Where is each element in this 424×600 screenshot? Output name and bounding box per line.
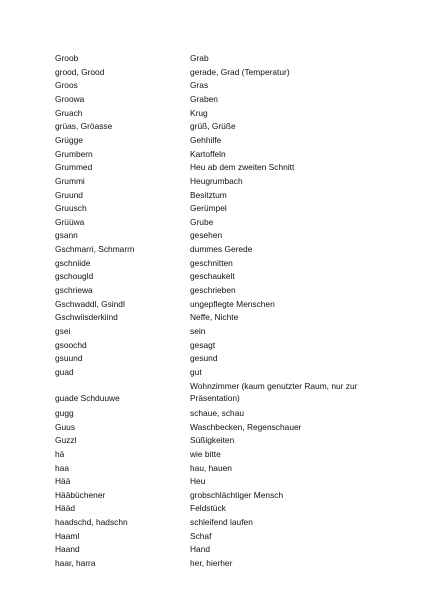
standard-german-meaning [190, 435, 385, 448]
standard-german-meaning [190, 258, 385, 271]
dialect-term: grood, Grood [55, 66, 105, 77]
meaning-line: Heu ab dem zweiten Schnitt [190, 162, 295, 173]
meaning-line: Süßigkeiten [190, 435, 235, 446]
meaning-line: grobschlächtiger Mensch [190, 489, 284, 500]
standard-german-meaning [190, 517, 385, 530]
meaning-line: gesehen [190, 230, 223, 241]
standard-german-meaning [190, 422, 385, 435]
dialect-term: Gschmarri, Schmarrn [55, 244, 135, 255]
dialect-term: Groowa [55, 93, 85, 104]
dialect-term: Guzzl [55, 435, 77, 446]
dialect-term: Hää [55, 476, 71, 487]
dialect-term: Gruusch [55, 203, 87, 214]
dialect-term: guade Schduuwe [55, 393, 120, 404]
dialect-term: Gschwaddl, Gsindl [55, 298, 125, 309]
dialect-term: gsei [55, 326, 71, 336]
meaning-line: Gehhilfe [190, 134, 222, 145]
dialect-term: hä [55, 448, 65, 459]
meaning-line: Schaf [190, 530, 212, 541]
meaning-line: Krug [190, 107, 208, 118]
standard-german-meaning [190, 381, 385, 406]
dialect-term: Hääbüchener [55, 489, 106, 500]
dialect-term: haa [55, 462, 69, 473]
dialect-term: Gschwiisderkiind [55, 312, 118, 323]
meaning-line: hau, hauen [190, 462, 232, 473]
dialect-term: gschriewa [55, 285, 93, 296]
dialect-term: haar, harra [55, 558, 96, 569]
meaning-line: Waschbecken, Regenschauer [190, 421, 302, 432]
standard-german-meaning [190, 367, 385, 380]
standard-german-meaning [190, 135, 385, 148]
dialect-term: Grügge [55, 134, 83, 145]
dialect-term: Grummed [55, 162, 93, 173]
standard-german-meaning [190, 531, 385, 544]
standard-german-meaning [190, 80, 385, 93]
dialect-term: haadschd, hadschn [55, 517, 128, 528]
standard-german-meaning [190, 230, 385, 243]
standard-german-meaning [190, 217, 385, 230]
dialect-term: gsoochd [55, 339, 87, 350]
standard-german-meaning [190, 353, 385, 366]
meaning-line: grüß, Grüße [190, 121, 236, 132]
standard-german-meaning [190, 244, 385, 257]
meaning-line: sein [190, 326, 206, 336]
meaning-line: geschrieben [190, 285, 236, 296]
meaning-line: Neffe, Nichte [190, 312, 239, 323]
standard-german-meaning [190, 53, 385, 66]
meaning-line: schaue, schau [190, 407, 245, 418]
standard-german-meaning [190, 544, 385, 557]
meaning-line: gut [190, 366, 202, 377]
meaning-line: schleifend laufen [190, 517, 253, 528]
dialect-term: Haaml [55, 530, 80, 541]
dialect-term: Grumbern [55, 148, 93, 159]
standard-german-meaning [190, 271, 385, 284]
standard-german-meaning [190, 312, 385, 325]
meaning-line: Heu [190, 476, 206, 487]
dialect-term: Gruach [55, 107, 83, 118]
dialect-term: grüas, Gröasse [55, 121, 113, 132]
meaning-line: Graben [190, 93, 218, 104]
meaning-line: Wohnzimmer (kaum genutzter Raum, nur zur [190, 380, 358, 391]
dialect-term: Groob [55, 53, 79, 63]
dialect-term: gschniide [55, 257, 91, 268]
standard-german-meaning [190, 176, 385, 189]
standard-german-meaning [190, 94, 385, 107]
standard-german-meaning [190, 340, 385, 353]
meaning-line: her, hierher [190, 558, 233, 569]
standard-german-meaning [190, 449, 385, 462]
dialect-term: Gruund [55, 189, 83, 200]
standard-german-meaning [190, 476, 385, 489]
standard-german-meaning [190, 162, 385, 175]
meaning-line: geschaukelt [190, 271, 235, 282]
standard-german-meaning [190, 203, 385, 216]
dialect-term: Groos [55, 80, 78, 91]
meaning-line: wie bitte [190, 448, 221, 459]
dialect-term: gsuund [55, 353, 83, 364]
meaning-line: Präsentation) [190, 393, 240, 404]
meaning-line: Grube [190, 216, 214, 227]
standard-german-meaning [190, 149, 385, 162]
dialect-term: gschougld [55, 271, 94, 282]
meaning-line: Besitztum [190, 189, 227, 200]
standard-german-meaning [190, 190, 385, 203]
dialect-term: Haand [55, 544, 80, 555]
dialect-term: gsann [55, 230, 78, 241]
meaning-line: dummes Gerede [190, 244, 253, 255]
dialect-term: guad [55, 366, 74, 377]
standard-german-meaning [190, 558, 385, 571]
meaning-line: Heugrumbach [190, 175, 243, 186]
meaning-line: Hand [190, 544, 211, 555]
meaning-line: Gras [190, 80, 209, 91]
standard-german-meaning [190, 299, 385, 312]
standard-german-meaning [190, 121, 385, 134]
standard-german-meaning [190, 285, 385, 298]
dialect-term: Hääd [55, 503, 76, 514]
meaning-line: ungepflegte Menschen [190, 298, 275, 309]
meaning-line: gesund [190, 353, 218, 364]
dialect-term: Grummi [55, 175, 85, 186]
standard-german-meaning [190, 67, 385, 80]
dialect-term: Guus [55, 421, 76, 432]
standard-german-meaning [190, 326, 385, 339]
meaning-line: gesagt [190, 339, 216, 350]
standard-german-meaning [190, 503, 385, 516]
dialect-term: gugg [55, 407, 74, 418]
meaning-line: geschnitten [190, 257, 233, 268]
meaning-line: Kartoffeln [190, 148, 226, 159]
meaning-line: Grab [190, 53, 209, 63]
standard-german-meaning [190, 490, 385, 503]
meaning-line: Gerümpel [190, 203, 227, 214]
standard-german-meaning [190, 408, 385, 421]
meaning-line: gerade, Grad (Temperatur) [190, 66, 290, 77]
standard-german-meaning [190, 463, 385, 476]
standard-german-meaning [190, 108, 385, 121]
dialect-term: Grüüwa [55, 216, 85, 227]
meaning-line: Feldstück [190, 503, 226, 514]
